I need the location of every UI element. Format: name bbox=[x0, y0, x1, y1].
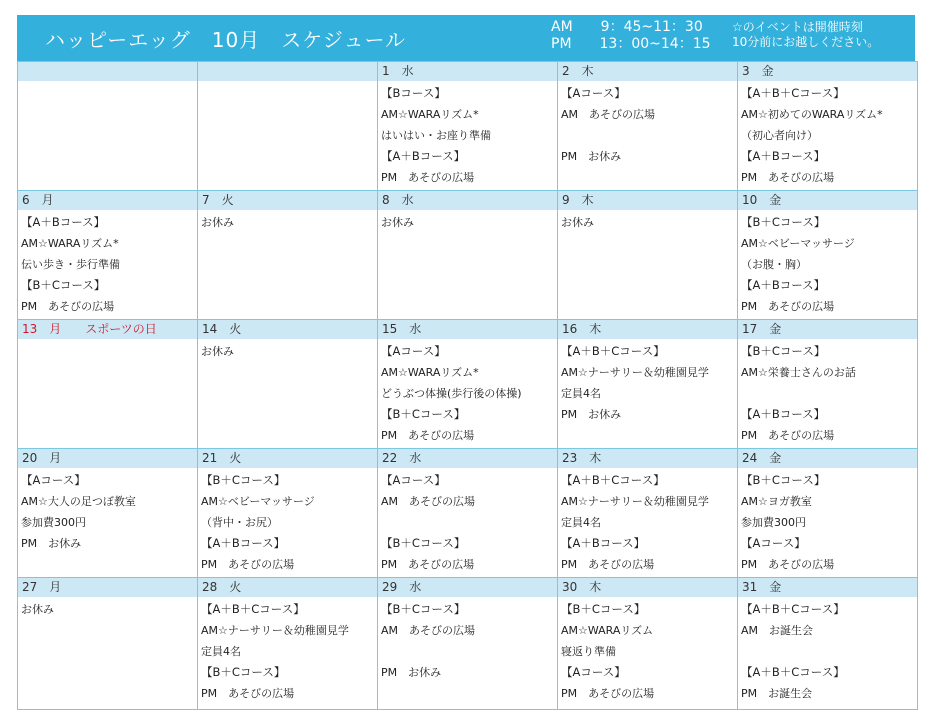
event-line: PM お休み bbox=[21, 537, 82, 550]
course-label: 【A＋B＋Cコース】 bbox=[561, 344, 665, 358]
event-line: お休み bbox=[21, 603, 54, 616]
day-date: 20 月 bbox=[18, 449, 197, 468]
course-label: 【B＋Cコース】 bbox=[741, 215, 826, 229]
event-line: AM☆ナーサリー＆幼稚園見学 bbox=[561, 366, 709, 379]
day-cell bbox=[378, 62, 558, 191]
day-cell bbox=[738, 191, 918, 320]
event-line: PM あそびの広場 bbox=[741, 171, 835, 184]
event-line bbox=[561, 167, 737, 188]
day-cell bbox=[738, 320, 918, 449]
event-line: PM あそびの広場 bbox=[741, 429, 835, 442]
course-label: 【A＋B＋Cコース】 bbox=[741, 86, 845, 100]
event-line: 定員4名 bbox=[561, 387, 601, 400]
event-line: はいはい・お座り準備 bbox=[381, 129, 491, 142]
event-line: 定員4名 bbox=[561, 516, 601, 529]
day-date: 8 水 bbox=[378, 191, 557, 210]
schedule-header bbox=[17, 15, 915, 61]
event-line: 寝返り準備 bbox=[561, 645, 616, 658]
event-line: AM☆ベビーマッサージ bbox=[201, 495, 315, 508]
day-cell bbox=[558, 62, 738, 191]
day-events bbox=[18, 81, 197, 83]
day-events bbox=[738, 339, 917, 446]
event-line: AM お誕生会 bbox=[741, 624, 814, 637]
day-events bbox=[198, 210, 377, 233]
event-line: 定員4名 bbox=[201, 645, 241, 658]
event-line: PM あそびの広場 bbox=[741, 300, 835, 313]
course-label: 【B＋Cコース】 bbox=[201, 473, 286, 487]
course-label: 【Bコース】 bbox=[381, 86, 446, 100]
day-date: 17 金 bbox=[738, 320, 917, 339]
day-cell bbox=[558, 449, 738, 578]
course-label: 【Aコース】 bbox=[741, 536, 806, 550]
event-line bbox=[741, 641, 917, 662]
course-label: 【B＋Cコース】 bbox=[381, 536, 466, 550]
pm-time: PM 13：00~14：15 bbox=[551, 36, 711, 52]
course-label: 【A＋Bコース】 bbox=[741, 407, 826, 421]
event-line bbox=[381, 683, 557, 704]
event-line: （初心者向け） bbox=[741, 129, 818, 142]
day-date: 15 水 bbox=[378, 320, 557, 339]
event-note-line1: ☆のイベントは開催時刻 bbox=[732, 20, 863, 34]
event-line: PM あそびの広場 bbox=[381, 558, 475, 571]
event-line: （背中・お尻） bbox=[201, 516, 278, 529]
day-events bbox=[558, 81, 737, 188]
course-label: 【A＋Bコース】 bbox=[741, 149, 826, 163]
day-events bbox=[198, 468, 377, 575]
event-line: AM☆ナーサリー＆幼稚園見学 bbox=[561, 495, 709, 508]
event-line bbox=[381, 512, 557, 533]
event-line: 参加費300円 bbox=[21, 516, 86, 529]
am-time: AM 9：45~11：30 bbox=[551, 19, 703, 35]
course-label: 【A＋Bコース】 bbox=[201, 536, 286, 550]
event-line: AM あそびの広場 bbox=[561, 108, 656, 121]
event-line: AM☆WARAリズム* bbox=[21, 237, 119, 250]
event-line bbox=[561, 425, 737, 446]
day-date: 23 木 bbox=[558, 449, 737, 468]
day-events bbox=[738, 81, 917, 188]
session-times bbox=[551, 19, 711, 53]
day-events bbox=[558, 339, 737, 446]
day-events bbox=[738, 597, 917, 704]
course-label: 【B＋Cコース】 bbox=[741, 344, 826, 358]
day-cell bbox=[738, 62, 918, 191]
event-line: PM お休み bbox=[561, 150, 622, 163]
event-line: AM☆栄養士さんのお話 bbox=[741, 366, 856, 379]
event-line: PM お休み bbox=[561, 408, 622, 421]
day-cell bbox=[558, 191, 738, 320]
day-date: 14 火 bbox=[198, 320, 377, 339]
day-events bbox=[198, 597, 377, 704]
event-line: AM☆WARAリズム* bbox=[381, 108, 479, 121]
day-cell bbox=[198, 320, 378, 449]
course-label: 【A＋B＋Cコース】 bbox=[201, 602, 305, 616]
day-events bbox=[378, 339, 557, 446]
event-line: PM あそびの広場 bbox=[561, 558, 655, 571]
event-line: （お腹・胸） bbox=[741, 258, 807, 271]
week-row bbox=[18, 578, 918, 710]
day-cell bbox=[378, 191, 558, 320]
event-line: AM☆ベビーマッサージ bbox=[741, 237, 855, 250]
day-cell bbox=[378, 578, 558, 710]
day-events bbox=[18, 468, 197, 575]
event-line bbox=[381, 641, 557, 662]
day-events bbox=[378, 210, 557, 233]
event-line: PM あそびの広場 bbox=[201, 558, 295, 571]
event-line: PM あそびの広場 bbox=[381, 171, 475, 184]
day-date: 13 月 スポーツの日 bbox=[18, 320, 197, 339]
day-date bbox=[18, 62, 197, 81]
day-date: 27 月 bbox=[18, 578, 197, 597]
day-cell bbox=[18, 62, 198, 191]
event-line: AM あそびの広場 bbox=[381, 624, 476, 637]
event-line: お休み bbox=[201, 216, 234, 229]
day-date: 9 木 bbox=[558, 191, 737, 210]
day-events bbox=[378, 81, 557, 188]
day-events bbox=[738, 468, 917, 575]
day-events bbox=[558, 210, 737, 233]
event-line bbox=[561, 125, 737, 146]
day-date: 22 水 bbox=[378, 449, 557, 468]
day-events bbox=[198, 339, 377, 362]
course-label: 【A＋Bコース】 bbox=[741, 278, 826, 292]
course-label: 【Aコース】 bbox=[21, 473, 86, 487]
day-cell bbox=[558, 578, 738, 710]
event-line: PM あそびの広場 bbox=[21, 300, 115, 313]
week-row bbox=[18, 449, 918, 578]
event-line: PM お休み bbox=[381, 666, 442, 679]
event-line: PM あそびの広場 bbox=[561, 687, 655, 700]
day-cell bbox=[18, 191, 198, 320]
course-label: 【Aコース】 bbox=[561, 86, 626, 100]
day-date: 1 水 bbox=[378, 62, 557, 81]
day-date: 31 金 bbox=[738, 578, 917, 597]
day-cell bbox=[558, 320, 738, 449]
course-label: 【B＋Cコース】 bbox=[561, 602, 646, 616]
course-label: 【A＋Bコース】 bbox=[561, 536, 646, 550]
event-line: お休み bbox=[201, 345, 234, 358]
day-events bbox=[378, 468, 557, 575]
day-events bbox=[18, 339, 197, 341]
day-date: 3 金 bbox=[738, 62, 917, 81]
course-label: 【A＋Bコース】 bbox=[381, 149, 466, 163]
event-line: AM☆初めてのWARAリズム* bbox=[741, 108, 883, 121]
course-label: 【B＋Cコース】 bbox=[381, 407, 466, 421]
day-cell bbox=[198, 62, 378, 191]
course-label: 【Aコース】 bbox=[381, 473, 446, 487]
day-date: 28 火 bbox=[198, 578, 377, 597]
event-line: AM☆ナーサリー＆幼稚園見学 bbox=[201, 624, 349, 637]
event-line bbox=[741, 383, 917, 404]
week-row bbox=[18, 62, 918, 191]
day-date: 24 金 bbox=[738, 449, 917, 468]
event-line: お休み bbox=[381, 216, 414, 229]
day-date: 16 木 bbox=[558, 320, 737, 339]
course-label: 【A＋B＋Cコース】 bbox=[561, 473, 665, 487]
week-row bbox=[18, 191, 918, 320]
event-line: どうぶつ体操(歩行後の体操) bbox=[381, 387, 522, 400]
course-label: 【Aコース】 bbox=[561, 665, 626, 679]
event-line: PM あそびの広場 bbox=[741, 558, 835, 571]
event-note bbox=[732, 20, 879, 50]
day-cell bbox=[378, 320, 558, 449]
course-label: 【A＋B＋Cコース】 bbox=[741, 602, 845, 616]
event-line: AM☆大人の足つぼ教室 bbox=[21, 495, 136, 508]
event-line: AM☆WARAリズム bbox=[561, 624, 654, 637]
schedule-title: ハッピーエッグ 10月 スケジュール bbox=[45, 28, 407, 52]
day-date: 6 月 bbox=[18, 191, 197, 210]
day-cell bbox=[198, 578, 378, 710]
day-events bbox=[738, 210, 917, 317]
day-events bbox=[18, 210, 197, 317]
event-note-line2: 10分前にお越しください。 bbox=[732, 35, 880, 49]
day-cell bbox=[18, 320, 198, 449]
day-date: 21 火 bbox=[198, 449, 377, 468]
course-label: 【B＋Cコース】 bbox=[381, 602, 466, 616]
day-date: 7 火 bbox=[198, 191, 377, 210]
day-events bbox=[378, 597, 557, 704]
course-label: 【A＋B＋Cコース】 bbox=[741, 665, 845, 679]
event-line: 参加費300円 bbox=[741, 516, 806, 529]
day-events bbox=[198, 81, 377, 83]
event-line: AM☆WARAリズム* bbox=[381, 366, 479, 379]
day-date: 29 水 bbox=[378, 578, 557, 597]
course-label: 【B＋Cコース】 bbox=[21, 278, 106, 292]
event-line: PM あそびの広場 bbox=[201, 687, 295, 700]
day-events bbox=[18, 597, 197, 620]
event-line: PM あそびの広場 bbox=[381, 429, 475, 442]
event-line: 伝い歩き・歩行準備 bbox=[21, 258, 120, 271]
day-cell bbox=[18, 449, 198, 578]
day-cell bbox=[738, 449, 918, 578]
day-events bbox=[558, 468, 737, 575]
day-date bbox=[198, 62, 377, 81]
event-line: お休み bbox=[561, 216, 594, 229]
course-label: 【Aコース】 bbox=[381, 344, 446, 358]
day-cell bbox=[18, 578, 198, 710]
day-cell bbox=[198, 449, 378, 578]
event-line: PM お誕生会 bbox=[741, 687, 813, 700]
day-events bbox=[558, 597, 737, 704]
course-label: 【B＋Cコース】 bbox=[201, 665, 286, 679]
day-date: 30 木 bbox=[558, 578, 737, 597]
event-line bbox=[21, 554, 197, 575]
course-label: 【B＋Cコース】 bbox=[741, 473, 826, 487]
calendar-grid bbox=[17, 61, 918, 710]
course-label: 【A＋Bコース】 bbox=[21, 215, 106, 229]
event-line: AM☆ヨガ教室 bbox=[741, 495, 812, 508]
event-line: AM あそびの広場 bbox=[381, 495, 476, 508]
day-date: 2 木 bbox=[558, 62, 737, 81]
week-row bbox=[18, 320, 918, 449]
day-cell bbox=[738, 578, 918, 710]
day-date: 10 金 bbox=[738, 191, 917, 210]
day-cell bbox=[198, 191, 378, 320]
day-cell bbox=[378, 449, 558, 578]
